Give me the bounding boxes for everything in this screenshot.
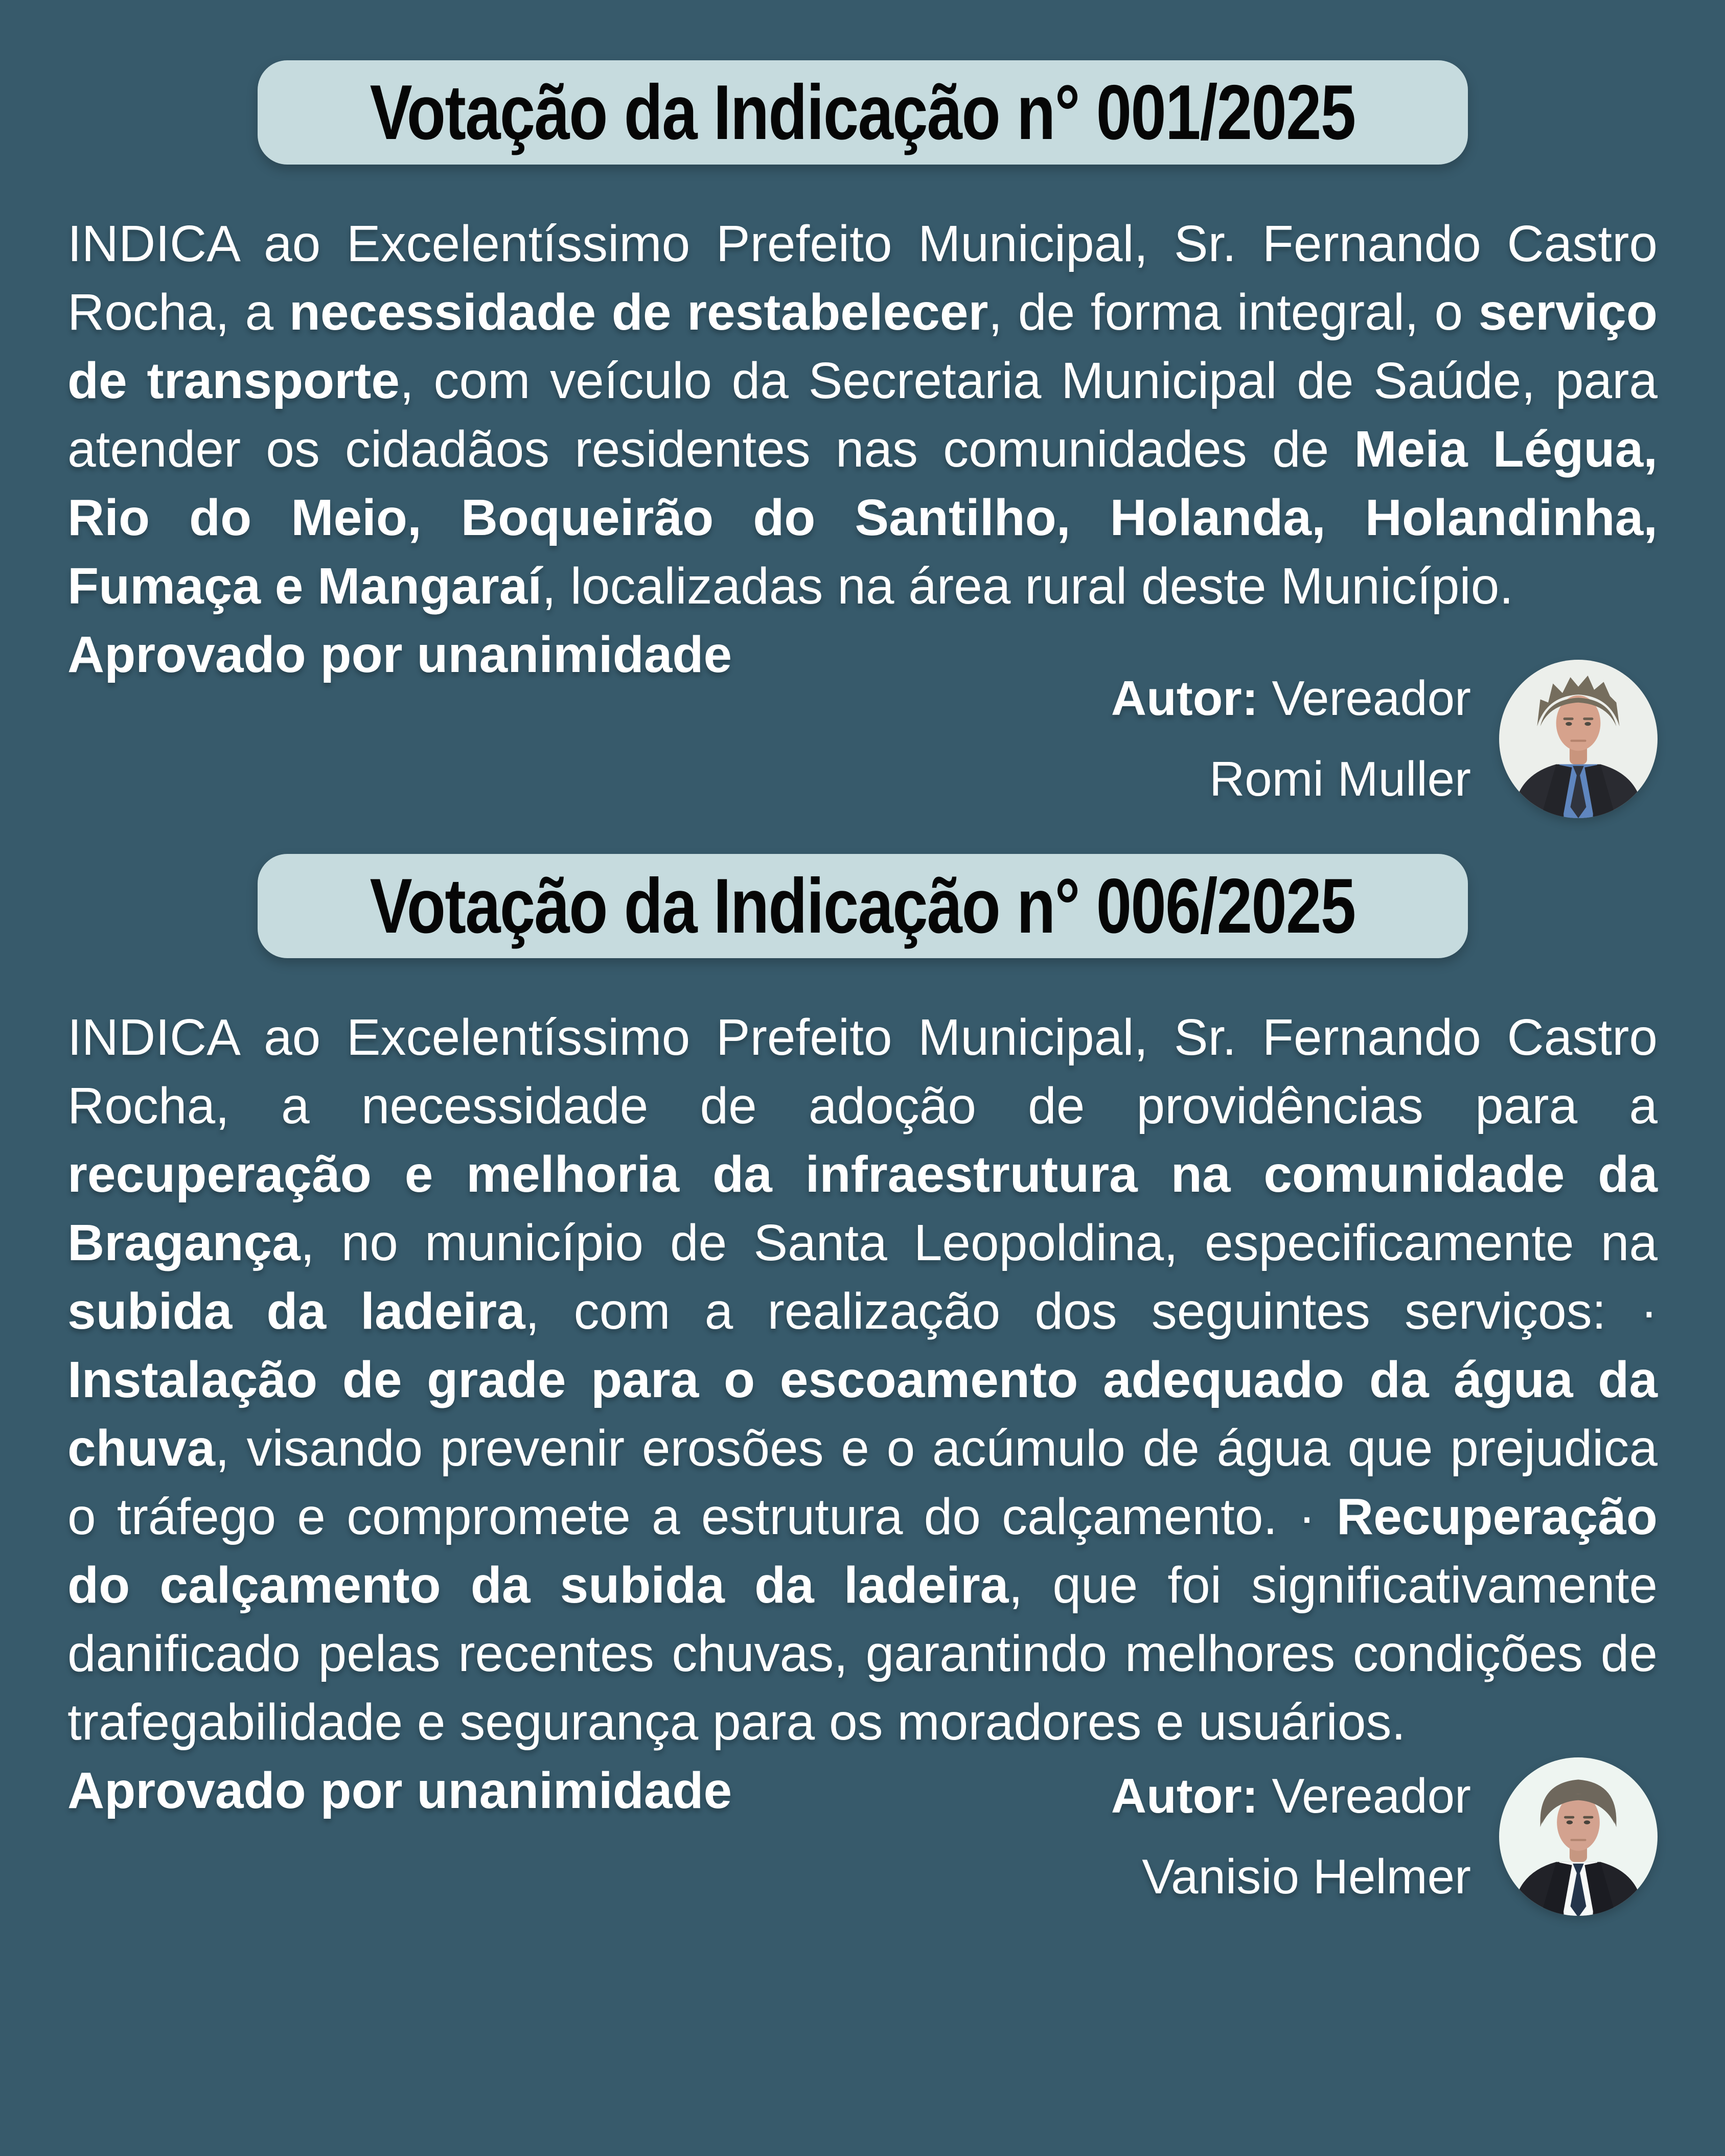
author-label: Autor: [1111,671,1258,726]
approval-status: Aprovado por unanimidade [67,626,732,683]
section-title-badge [258,60,1468,165]
author-label: Autor: [1111,1769,1258,1823]
indication-section-001 [67,60,1658,820]
approval-status: Aprovado por unanimidade [67,1762,732,1819]
section-title: Votação da Indicação n° 001/2025 [370,68,1355,156]
section-title-badge [258,854,1468,958]
author-credit [1111,658,1471,820]
romi-muller-portrait [1499,660,1658,818]
vanisio-helmer-portrait [1499,1757,1658,1916]
author-name: Romi Muller [1209,752,1471,806]
councilman-portrait-photo [1499,660,1658,818]
author-credit [1111,1756,1471,1917]
indication-body-text: INDICA ao Excelentíssimo Prefeito Municipal, Sr. Fernando Castro Rocha, a necessidade de adoção de providências para a recuperação e melhoria da infraestrutura na comunidade da Bragança, no município de Santa Leopoldina, especificamente na subida da ladeira, com a realização dos seguintes serviços: · Instalação de grade para o escoamento adequado da água da chuva, visando prevenir erosões e o acúmulo de água que prejudica o tráfego e compromete a estrutura do calçamento. · Recuperação do calçamento da subida da ladeira, que foi significativamente danificado pelas recentes chuvas, garantindo melhores condições de trafegabilidade e segurança para os moradores e usuários. [67,1009,1658,1751]
indication-body-text: INDICA ao Excelentíssimo Prefeito Municipal, Sr. Fernando Castro Rocha, a necessidade de restabelecer, de forma integral, o serviço de transporte, com veículo da Secretaria Municipal de Saúde, para atender os cidadãos residentes nas comunidades de Meia Légua, Rio do Meio, Boqueirão do Santilho, Holanda, Holandinha, Fumaça e Mangaraí, localizadas na área rural deste Município. [67,215,1658,615]
author-name: Vanisio Helmer [1142,1849,1471,1904]
author-role: Vereador [1258,1769,1471,1823]
indication-section-006 [67,854,1658,1917]
author-role: Vereador [1258,671,1471,726]
section-title: Votação da Indicação n° 006/2025 [370,862,1355,949]
councilman-portrait-photo [1499,1757,1658,1916]
